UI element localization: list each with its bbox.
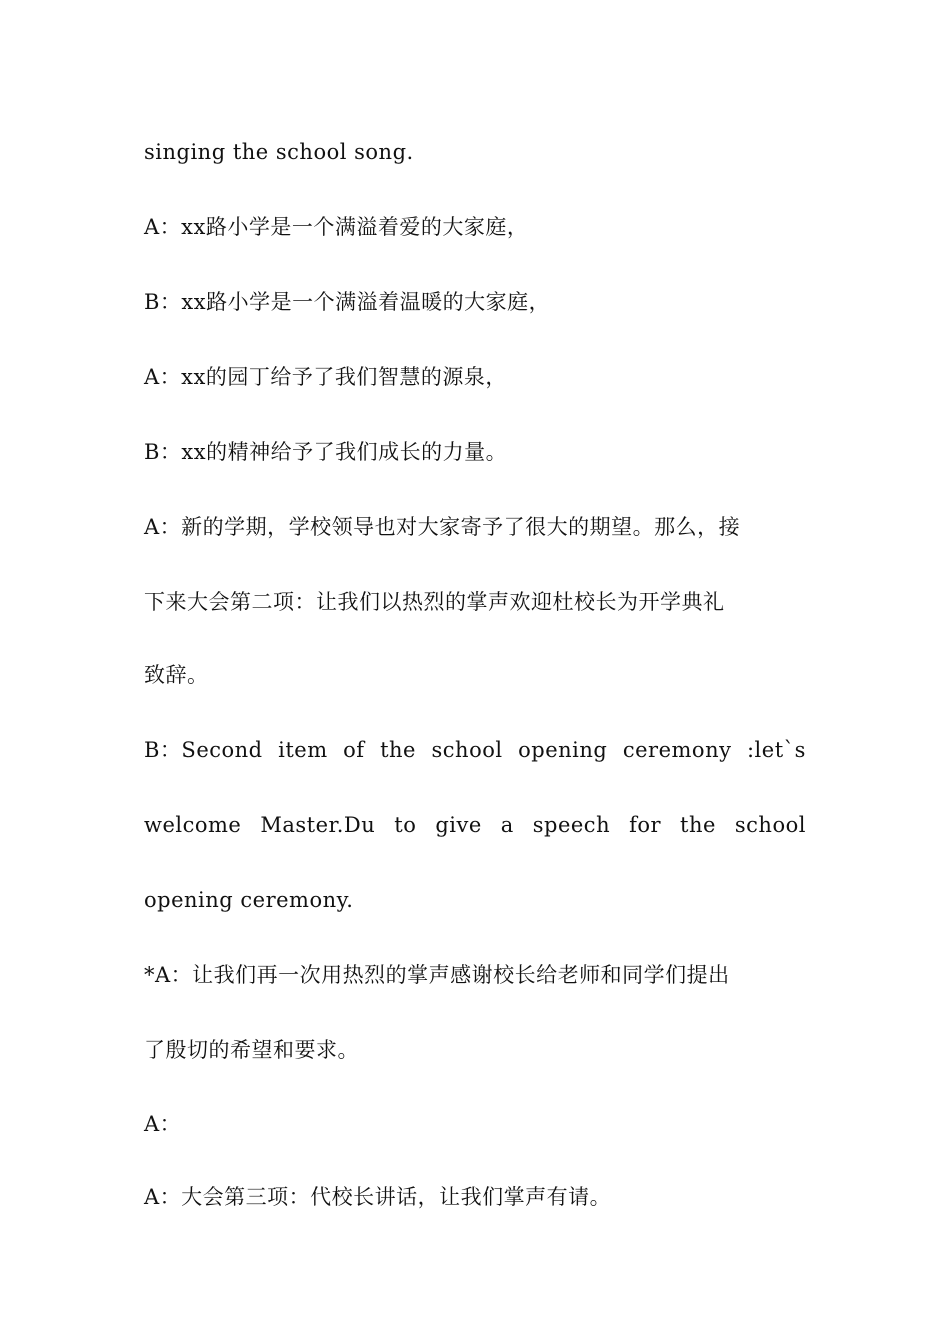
word: to (394, 813, 417, 837)
word: school (734, 813, 806, 837)
word: the (680, 813, 716, 837)
text-line-b-family-warmth: B：xx路小学是一个满溢着温暖的大家庭， (144, 290, 551, 314)
text-line-a-new-semester: A：新的学期，学校领导也对大家寄予了很大的期望。那么，接 (144, 515, 741, 539)
word: for (629, 813, 662, 837)
word: of (343, 738, 365, 762)
word: a (500, 813, 514, 837)
text-line-a-thank-principal: *A：让我们再一次用热烈的掌声感谢校长给老师和同学们提出 (144, 963, 730, 987)
word: speech (532, 813, 611, 837)
text-line-a-empty: A： (144, 1112, 182, 1136)
word: Master.Du (260, 813, 376, 837)
text-line-welcome-master-du (144, 811, 806, 839)
word: welcome (144, 813, 242, 837)
text-line-singing-school-song: singing the school song. (144, 140, 414, 164)
word: opening (518, 738, 608, 762)
word: item (278, 738, 328, 762)
text-line-second-item-zh: 下来大会第二项：让我们以热烈的掌声欢迎杜校长为开学典礼 (144, 590, 725, 614)
text-line-hopes-requirements: 了殷切的希望和要求。 (144, 1038, 359, 1062)
text-line-b-spirit: B：xx的精神给予了我们成长的力量。 (144, 440, 508, 464)
text-line-a-family-love: A：xx路小学是一个满溢着爱的大家庭， (144, 215, 529, 239)
word: :let`s (746, 738, 806, 762)
word: the (380, 738, 416, 762)
word: give (435, 813, 482, 837)
word: school (431, 738, 503, 762)
word: B：Second (144, 738, 263, 762)
text-line-b-second-item-en (144, 736, 806, 764)
text-line-a-third-item: A：大会第三项：代校长讲话，让我们掌声有请。 (144, 1185, 612, 1209)
word: ceremony (622, 738, 732, 762)
text-line-speech-zh: 致辞。 (144, 663, 209, 687)
text-line-a-gardeners: A：xx的园丁给予了我们智慧的源泉， (144, 365, 507, 389)
text-line-opening-ceremony: opening ceremony. (144, 888, 354, 912)
